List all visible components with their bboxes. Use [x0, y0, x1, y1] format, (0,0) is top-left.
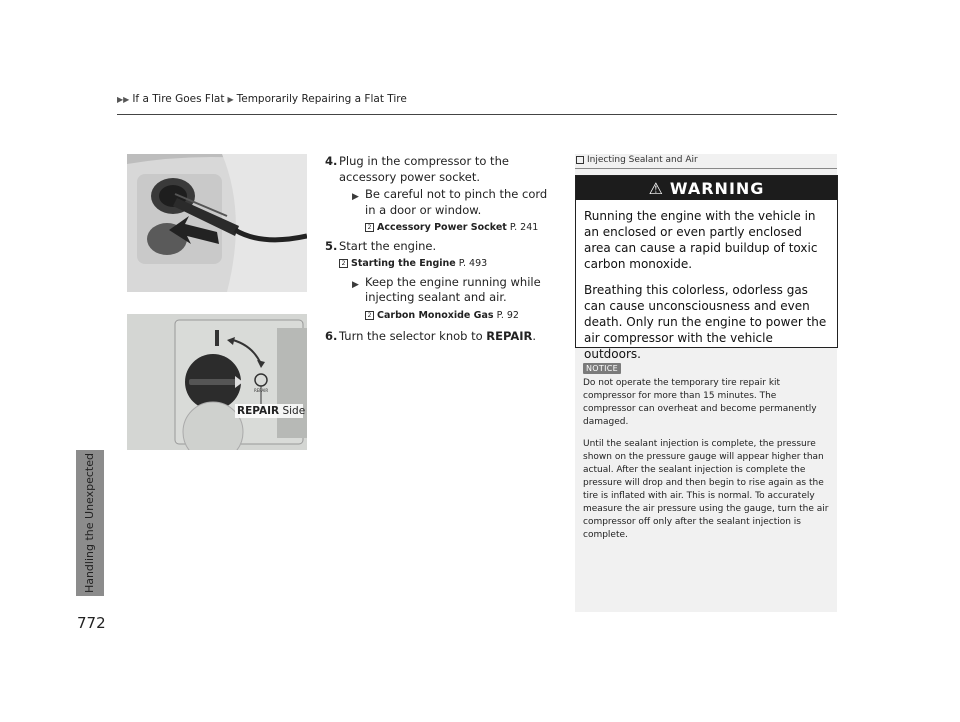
page-number: 772	[77, 614, 106, 632]
warning-header: ⚠ WARNING	[576, 176, 837, 200]
repair-side-callout: REPAIR Side	[237, 405, 306, 417]
triangle-right-icon: ▶	[227, 94, 234, 104]
notice-badge: NOTICE	[583, 363, 621, 374]
sidebar-heading: Injecting Sealant and Air	[576, 155, 698, 165]
reference-icon: 2	[339, 259, 348, 268]
step-6: 6. Turn the selector knob to REPAIR.	[325, 329, 537, 343]
header-rule	[117, 114, 837, 115]
reference-icon	[576, 156, 584, 164]
triangle-right-icon: ▶	[352, 192, 359, 202]
step-5: 5. Start the engine. 2 Starting the Engine P. 493 ▶ Keep the engine running while injecting sealant and air. 2 Carbon Monoxide Gas P. 92	[325, 239, 557, 324]
sidebar-heading-rule	[575, 168, 837, 169]
warning-box	[575, 175, 838, 361]
step-4-note: ▶ Be careful not to pinch the cord in a door or window. 2 Accessory Power Socket P. 241	[339, 187, 557, 236]
breadcrumb	[117, 93, 407, 105]
section-label: Handling the Unexpected	[83, 453, 96, 594]
accessory-socket-illustration	[127, 154, 307, 292]
triangle-right-icon: ▶	[352, 279, 359, 290]
reference-icon: 2	[365, 223, 374, 232]
instruction-steps	[325, 154, 557, 347]
breadcrumb-item-temporary-repair[interactable]: Temporarily Repairing a Flat Tire	[236, 93, 407, 105]
air-knob-mark: AIR	[219, 356, 226, 361]
ref-accessory-power-socket[interactable]: 2 Accessory Power Socket P. 241	[365, 220, 557, 236]
step-5-note: ▶ Keep the engine running while injecting sealant and air. 2 Carbon Monoxide Gas P. 92	[339, 275, 557, 324]
reference-icon: 2	[365, 311, 374, 320]
notice-text: Do not operate the temporary tire repair kit compressor for more than 15 minutes. The compressor can overheat and become permanently damaged. Until the sealant injection is complete, the pressure shown on the pressure gauge will appear higher than actual. After the sealant injection is complete the pressure will drop and then begin to rise again as the tire is inflated with air. This is normal. To accurately measure the air pressure using the gauge, turn the air compressor off only after the sealant injection is complete.	[583, 378, 829, 540]
ref-carbon-monoxide-gas[interactable]: 2 Carbon Monoxide Gas P. 92	[365, 308, 557, 324]
triangle-right-icon: ▶▶	[117, 94, 130, 104]
warning-text: Running the engine with the vehicle in an enclosed or even partly enclosed area can cause a rapid buildup of toxic carbon monoxide. Breathing this colorless, odorless gas can cause unconsciousness and even death. Only run the engine to power the air compressor with the vehicle outdoors.	[584, 209, 827, 361]
repair-knob-mark: REPAIR	[254, 388, 269, 393]
selector-knob-illustration	[127, 314, 307, 450]
warning-triangle-icon: ⚠	[648, 178, 664, 198]
breadcrumb-item-flat-tire[interactable]: If a Tire Goes Flat	[132, 93, 225, 105]
ref-starting-the-engine[interactable]: 2 Starting the Engine P. 493	[339, 256, 557, 272]
step-4: 4. Plug in the compressor to the accessory power socket. ▶ Be careful not to pinch the cord in a door or window. 2 Accessory Power Socket P. 241	[325, 154, 557, 236]
